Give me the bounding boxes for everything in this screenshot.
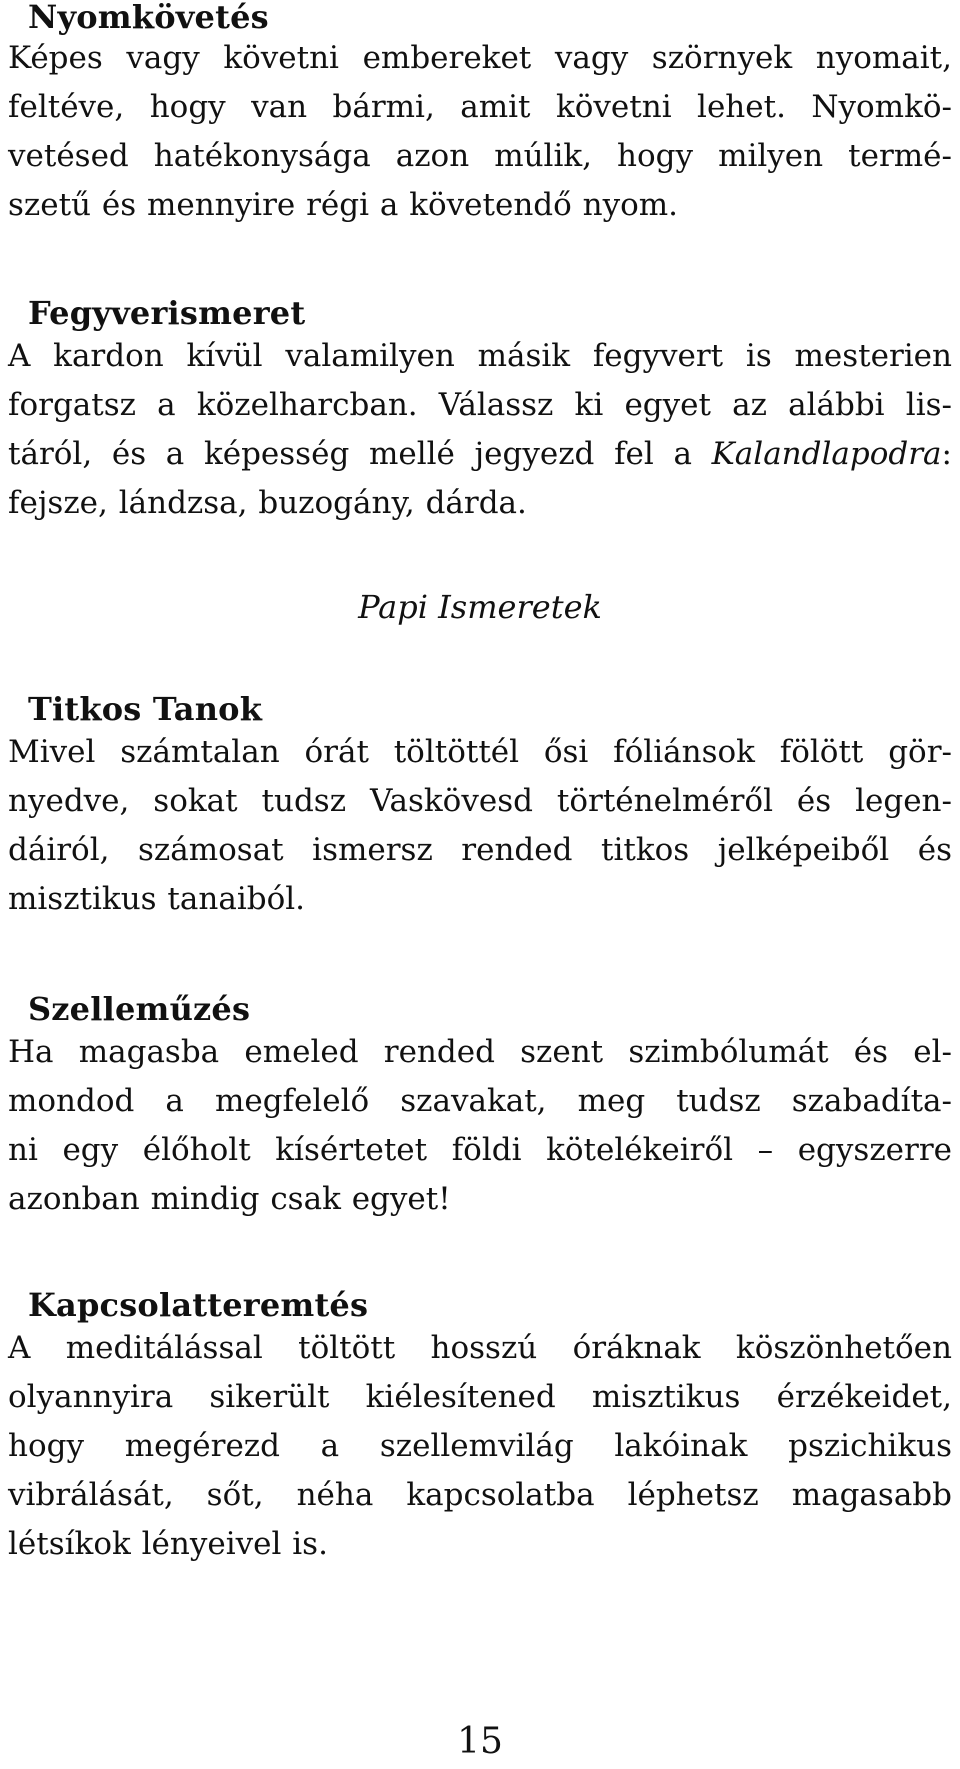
paragraph-line xyxy=(8,430,952,479)
line-text: : xyxy=(941,436,952,472)
paragraph-line: nyedve, sokat tudsz Vaskövesd történelméről és legen- xyxy=(8,783,952,819)
section-titkos-tanok xyxy=(8,690,952,917)
section-heading: Szelleműzés xyxy=(28,990,251,1028)
section-paragraph xyxy=(8,1028,952,1224)
paragraph-line: feltéve, hogy van bármi, amit követni lehet. Nyomkö- xyxy=(8,89,952,125)
section-kapcsolatteremtes xyxy=(8,1286,952,1562)
section-heading: Nyomkövetés xyxy=(28,0,269,36)
subheading: Papi Ismeretek xyxy=(358,588,602,626)
section-szellemuzes xyxy=(8,990,952,1217)
paragraph-line: mondod a megfelelő szavakat, meg tudsz szabadíta- xyxy=(8,1083,952,1119)
line-text: táról, és a képesség mellé jegyezd fel a xyxy=(8,436,712,472)
paragraph-line: forgatsz a közelharcban. Válassz ki egyet az alábbi lis- xyxy=(8,387,952,423)
paragraph-line: hogy megérezd a szellemvilág lakóinak pszichikus xyxy=(8,1428,952,1464)
paragraph-line: Mivel számtalan órát töltöttél ősi fóliánsok fölött gör- xyxy=(8,734,952,770)
section-paragraph xyxy=(8,34,952,230)
section-heading: Titkos Tanok xyxy=(28,690,263,728)
paragraph-line: dáiról, számosat ismersz rended titkos jelképeiből és xyxy=(8,832,952,868)
paragraph-line: létsíkok lényeivel is. xyxy=(8,1526,328,1562)
section-fegyverismeret xyxy=(8,294,952,521)
section-heading: Fegyverismeret xyxy=(28,294,306,332)
paragraph-line: azonban mindig csak egyet! xyxy=(8,1181,451,1217)
italic-term: Kalandlapodra xyxy=(711,436,942,472)
paragraph-line: A kardon kívül valamilyen másik fegyvert is mesterien xyxy=(8,338,952,374)
page-number: 15 xyxy=(457,1721,503,1762)
paragraph-line: misztikus tanaiból. xyxy=(8,881,306,917)
paragraph-line: Képes vagy követni embereket vagy szörnyek nyomait, xyxy=(8,40,952,76)
paragraph-line: fejsze, lándzsa, buzogány, dárda. xyxy=(8,485,527,521)
section-nyomkovetes xyxy=(8,0,952,223)
section-paragraph xyxy=(8,332,952,528)
paragraph-line: vetésed hatékonysága azon múlik, hogy milyen termé- xyxy=(8,138,952,174)
section-paragraph xyxy=(8,728,952,924)
section-paragraph xyxy=(8,1324,952,1569)
section-heading: Kapcsolatteremtés xyxy=(28,1286,369,1324)
paragraph-line: vibrálását, sőt, néha kapcsolatba léphetsz magasabb xyxy=(8,1477,952,1513)
paragraph-line: A meditálással töltött hosszú óráknak köszönhetően xyxy=(8,1330,952,1366)
paragraph-line: Ha magasba emeled rended szent szimbólumát és el- xyxy=(8,1034,952,1070)
paragraph-line: ni egy élőholt kísértetet földi kötelékeiről – egyszerre xyxy=(8,1132,952,1168)
paragraph-line: olyannyira sikerült kiélesítened misztikus érzékeidet, xyxy=(8,1379,952,1415)
paragraph-line: szetű és mennyire régi a követendő nyom. xyxy=(8,187,679,223)
